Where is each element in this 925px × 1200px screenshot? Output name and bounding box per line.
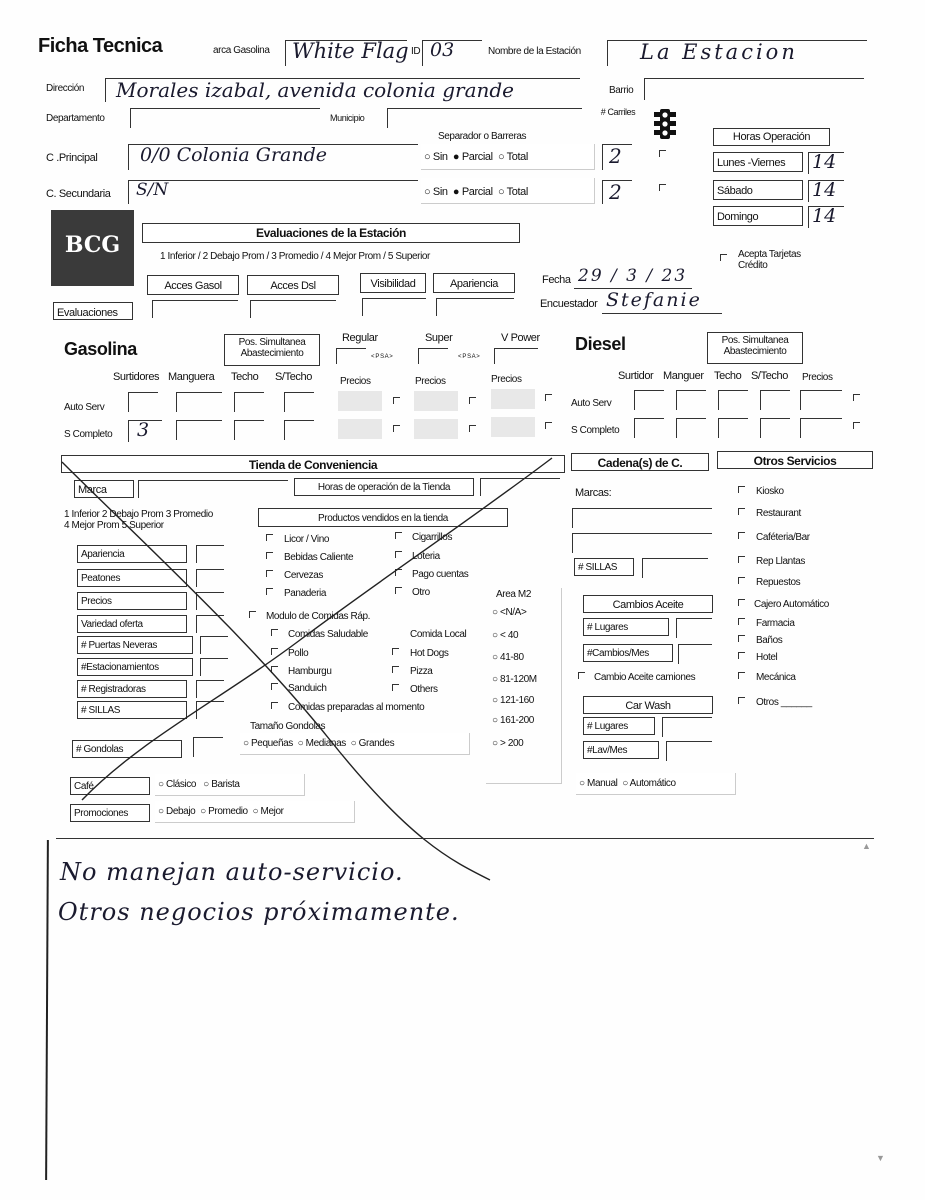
radio-grandes[interactable]: ○ Grandes (350, 738, 395, 749)
radio-parcial-secundaria[interactable]: ● Parcial (452, 186, 493, 198)
area-m2-title: Area M2 (496, 589, 531, 600)
col-apariencia: Apariencia (433, 273, 515, 293)
encuestador-line[interactable] (602, 313, 722, 314)
radio-automatico[interactable]: ○ Automático (622, 778, 676, 789)
dsl-col-manguer: Manguer (663, 370, 704, 382)
c-secundaria-value: S/N (136, 180, 169, 200)
rating-apariencia-field[interactable] (196, 545, 224, 563)
scroll-down-icon[interactable]: ▼ (876, 1153, 885, 1163)
col-acces-dsl: Acces Dsl (247, 275, 339, 295)
prod-cigarrillos: Cigarrillos (412, 532, 453, 543)
check-pollo[interactable] (271, 648, 278, 655)
cafe-options (155, 774, 305, 796)
check-rep-llantas[interactable] (738, 556, 745, 563)
gasolina-regular-label: Regular (342, 332, 378, 344)
carriles-secundaria-value: 2 (609, 180, 622, 204)
gondolas-label: # Gondolas (72, 740, 182, 758)
gas-auto-check-3[interactable] (545, 394, 552, 401)
dsl-col-stecho: S/Techo (751, 370, 788, 382)
tienda-title: Tienda de Conveniencia (61, 455, 565, 473)
tienda-horas-field[interactable] (480, 478, 560, 496)
servicio-mecanica: Mecánica (756, 672, 796, 683)
radio-area-40[interactable]: ○ < 40 (492, 630, 519, 641)
rating-peatones: Peatones (77, 569, 187, 587)
acepta-tarjetas-label: Acepta Tarjetas Crédito (738, 249, 801, 271)
comida-hamburgu: Hamburgu (288, 666, 332, 677)
estacion-label: Nombre de la Estación (488, 46, 581, 57)
comida-sanduich: Sanduich (288, 683, 327, 694)
notes-line-1: No manejan auto-servicio. (60, 858, 404, 886)
radio-area-121-160[interactable]: ○ 121-160 (492, 695, 534, 706)
gas-auto-manguera[interactable] (176, 392, 222, 412)
dsl-auto-surtidor[interactable] (634, 390, 664, 410)
regular-field[interactable] (336, 348, 366, 364)
gas-col-manguera: Manguera (168, 371, 215, 383)
page-title: Ficha Tecnica (38, 35, 163, 57)
radio-area-81-120[interactable]: ○ 81-120M (492, 674, 537, 685)
check-bebidas[interactable] (266, 552, 273, 559)
gas-col-techo: Techo (231, 371, 259, 383)
cadena-marcas-label: Marcas: (575, 487, 612, 499)
separador-secundaria (421, 178, 595, 204)
departamento-label: Departamento (46, 113, 105, 124)
notes-line-2: Otros negocios próximamente. (58, 898, 460, 926)
scroll-up-icon[interactable]: ▲ (862, 841, 871, 851)
municipio-label: Municipio (330, 113, 365, 123)
check-pago-cuentas[interactable] (395, 569, 402, 576)
cadena-sillas-label: # SILLAS (574, 558, 634, 576)
check-repuestos[interactable] (738, 577, 745, 584)
cambios-mes-label: #Cambios/Mes (583, 644, 673, 662)
gasolina-title: Gasolina (64, 339, 137, 359)
dsl-completo-surtidor[interactable] (634, 418, 664, 438)
dsl-auto-check[interactable] (853, 394, 860, 401)
id-value: 03 (430, 39, 455, 61)
cadena-sillas-field[interactable] (642, 558, 708, 578)
encuestador-label: Encuestador (540, 298, 598, 310)
barrio-label: Barrio (609, 85, 634, 96)
radio-clasico[interactable]: ○ Clásico (158, 779, 197, 790)
comidas-saludable-label: Comidas Saludable (288, 629, 368, 640)
rating-puertas-field[interactable] (200, 636, 228, 654)
fecha-label: Fecha (542, 274, 571, 286)
prod-panaderia: Panaderia (284, 588, 326, 599)
precios-label-2: Precios (415, 376, 446, 387)
barrio-field[interactable] (644, 78, 864, 100)
evaluaciones-row-label: Evaluaciones (53, 302, 133, 320)
bcg-logo: BCG (51, 210, 134, 286)
encuestador-value: Stefanie (606, 289, 702, 311)
col-visibilidad: Visibilidad (360, 273, 426, 293)
psa-label-1: < P S A > (371, 354, 393, 360)
direccion-value: Morales izabal, avenida colonia grande (116, 78, 515, 102)
check-modulo-comidas[interactable] (249, 611, 256, 618)
servicio-farmacia: Farmacia (756, 618, 795, 629)
super-field[interactable] (418, 348, 448, 364)
precios-label-1: Precios (340, 376, 371, 387)
diesel-title: Diesel (575, 334, 626, 354)
gas-col-stecho: S/Techo (275, 371, 312, 383)
dsl-auto-manguer[interactable] (676, 390, 706, 410)
horas-domingo-label: Domingo (713, 206, 803, 226)
cambio-camiones-label: Cambio Aceite camiones (594, 672, 696, 683)
prod-cervezas: Cervezas (284, 570, 324, 581)
rating-registradoras-field[interactable] (196, 680, 224, 698)
gasolina-super-label: Super (425, 332, 453, 344)
lav-mes-label: #Lav/Mes (583, 741, 659, 759)
check-sanduich[interactable] (271, 683, 278, 690)
cambios-aceite-title: Cambios Aceite (583, 595, 713, 613)
servicio-otros: Otros ______ (756, 697, 812, 708)
radio-mejor[interactable]: ○ Mejor (252, 806, 284, 817)
gas-completo-check-3[interactable] (545, 422, 552, 429)
gas-auto-serv-label: Auto Serv (64, 402, 105, 413)
rating-precios: Precios (77, 592, 187, 610)
rating-variedad-field[interactable] (196, 615, 224, 633)
horas-sabado-value: 14 (812, 179, 837, 201)
servicio-restaurant: Restaurant (756, 508, 801, 519)
cadena-title: Cadena(s) de C. (571, 453, 709, 471)
dsl-auto-stecho[interactable] (760, 390, 790, 410)
carriles-secundaria-check[interactable] (659, 184, 666, 191)
radio-sin-secundaria[interactable]: ○ Sin (424, 186, 448, 198)
check-cambio-camiones[interactable] (578, 672, 585, 679)
radio-promedio[interactable]: ○ Promedio (200, 806, 248, 817)
horas-lunes-value: 14 (812, 151, 837, 173)
servicio-kiosko: Kiosko (756, 486, 784, 497)
gasolina-pos-simultanea: Pos. Simultanea Abastecimiento (224, 334, 320, 366)
radio-area-na[interactable]: ○ <N/A> (492, 607, 527, 618)
gas-completo-surtidores-value: 3 (137, 419, 150, 441)
carwash-lugares-field[interactable] (662, 717, 712, 737)
check-hamburgu[interactable] (271, 666, 278, 673)
cambios-mes-field[interactable] (678, 644, 712, 664)
rating-estacionamientos: #Estacionamientos (77, 658, 193, 676)
prod-pago-cuentas: Pago cuentas (412, 569, 469, 580)
gas-col-surtidores: Surtidores (113, 371, 160, 383)
dsl-completo-techo[interactable] (718, 418, 748, 438)
radio-total-principal[interactable]: ○ Total (497, 151, 528, 163)
dsl-auto-serv-label: Auto Serv (571, 398, 612, 409)
check-cigarrillos[interactable] (395, 532, 402, 539)
prod-licor: Licor / Vino (284, 534, 330, 545)
dsl-auto-precio[interactable] (800, 390, 842, 410)
promociones-label: Promociones (70, 804, 150, 822)
evaluaciones-title: Evaluaciones de la Estación (142, 223, 520, 243)
rating-puertas-neveras: # Puertas Neveras (77, 636, 193, 654)
check-mecanica[interactable] (738, 672, 745, 679)
rating-peatones-field[interactable] (196, 569, 224, 587)
tamano-gondolas-options (240, 733, 470, 755)
servicio-repuestos: Repuestos (756, 577, 801, 588)
comida-hot-dogs: Hot Dogs (410, 648, 449, 659)
gas-auto-check-1[interactable] (393, 397, 400, 404)
gas-auto-precio-regular[interactable] (338, 391, 382, 411)
servicio-cafeteria: Caféteria/Bar (756, 532, 810, 543)
carwash-options (576, 773, 736, 795)
servicio-hotel: Hotel (756, 652, 778, 663)
psa-label-2: < P S A > (458, 354, 480, 360)
evaluaciones-scale: 1 Inferior / 2 Debajo Prom / 3 Promedio / 4 Mejor Prom / 5 Superior (160, 251, 430, 262)
check-comidas-saludable[interactable] (271, 629, 278, 636)
check-cajero[interactable] (738, 599, 745, 606)
direccion-label: Dirección (46, 83, 85, 94)
carriles-principal-check[interactable] (659, 150, 666, 157)
dsl-completo-check[interactable] (853, 422, 860, 429)
horas-domingo-value: 14 (812, 205, 837, 227)
cafe-label: Café (70, 777, 150, 795)
c-secundaria-field[interactable] (128, 180, 418, 204)
gas-auto-stecho[interactable] (284, 392, 314, 412)
radio-pequenas[interactable]: ○ Pequeñas (243, 738, 293, 749)
tienda-horas-label: Horas de operación de la Tienda (294, 478, 474, 496)
lav-mes-field[interactable] (666, 741, 712, 761)
comida-pizza: Pizza (410, 666, 433, 677)
check-cervezas[interactable] (266, 570, 273, 577)
gas-completo-check-1[interactable] (393, 425, 400, 432)
separador-principal (421, 144, 595, 170)
gas-auto-surtidores[interactable] (128, 392, 158, 412)
modulo-comidas-label: Modulo de Comidas Ráp. (266, 611, 371, 622)
radio-area-200[interactable]: ○ > 200 (492, 738, 524, 749)
eval-apariencia-field[interactable] (436, 298, 514, 316)
rating-precios-field[interactable] (196, 592, 224, 610)
check-comidas-preparadas[interactable] (271, 702, 278, 709)
gas-completo-precio-regular[interactable] (338, 419, 382, 439)
check-cafeteria[interactable] (738, 532, 745, 539)
dsl-s-completo-label: S Completo (571, 425, 620, 436)
check-hot-dogs[interactable] (392, 648, 399, 655)
c-principal-label: C .Principal (46, 152, 98, 164)
radio-area-41-80[interactable]: ○ 41-80 (492, 652, 524, 663)
dsl-auto-techo[interactable] (718, 390, 748, 410)
diesel-pos-simultanea: Pos. Simultanea Abastecimiento (707, 332, 803, 364)
radio-debajo[interactable]: ○ Debajo (158, 806, 196, 817)
check-loteria[interactable] (395, 551, 402, 558)
marca-label: arca Gasolina (213, 45, 270, 56)
eval-acces-dsl-field[interactable] (250, 300, 336, 318)
prod-bebidas: Bebidas Caliente (284, 552, 354, 563)
dsl-col-precios: Precios (802, 372, 833, 383)
gas-auto-precio-vpower[interactable] (491, 389, 535, 409)
col-acces-gasol: Acces Gasol (147, 275, 239, 295)
cambios-lugares-field[interactable] (676, 618, 712, 638)
tienda-scale-1: 1 Inferior 2 Debajo Prom 3 Promedio (64, 509, 213, 520)
gas-completo-techo[interactable] (234, 420, 264, 440)
rating-apariencia: Apariencia (77, 545, 187, 563)
gas-completo-manguera[interactable] (176, 420, 222, 440)
gondolas-field[interactable] (193, 737, 223, 757)
gas-s-completo-label: S Completo (64, 429, 113, 440)
gas-auto-check-2[interactable] (469, 397, 476, 404)
marca-value: White Flag (292, 39, 409, 63)
separador-label: Separador o Barreras (438, 131, 527, 142)
productos-title: Productos vendidos en la tienda (258, 508, 508, 527)
radio-medianas[interactable]: ○ Medianas (297, 738, 346, 749)
carriles-label: # Carriles (600, 107, 636, 117)
comida-pollo: Pollo (288, 648, 309, 659)
vpower-field[interactable] (494, 348, 538, 364)
radio-parcial-principal[interactable]: ● Parcial (452, 151, 493, 163)
gas-auto-techo[interactable] (234, 392, 264, 412)
dsl-col-techo: Techo (714, 370, 742, 382)
dsl-col-surtidor: Surtidor (618, 370, 654, 382)
estacion-value: La Estacion (640, 40, 798, 64)
fecha-value: 29 / 3 / 23 (578, 266, 688, 286)
tienda-scale-2: 4 Mejor Prom 5 Superior (64, 520, 164, 531)
comidas-preparadas-label: Comidas preparadas al momento (288, 702, 425, 713)
notes-top-line (56, 838, 874, 839)
radio-manual[interactable]: ○ Manual (579, 778, 618, 789)
check-otro[interactable] (395, 587, 402, 594)
rating-sillas-field[interactable] (196, 701, 224, 719)
tienda-marca-label: Marca (74, 480, 134, 498)
otros-servicios-title: Otros Servicios (717, 451, 873, 469)
gas-completo-check-2[interactable] (469, 425, 476, 432)
gas-auto-precio-super[interactable] (414, 391, 458, 411)
departamento-field[interactable] (130, 108, 320, 128)
gas-completo-stecho[interactable] (284, 420, 314, 440)
radio-sin-principal[interactable]: ○ Sin (424, 151, 448, 163)
gas-completo-precio-super[interactable] (414, 419, 458, 439)
dsl-completo-manguer[interactable] (676, 418, 706, 438)
precios-label-3: Precios (491, 374, 522, 385)
prod-otro: Otro (412, 587, 430, 598)
municipio-field[interactable] (387, 108, 582, 128)
horas-operacion-title: Horas Operación (713, 128, 830, 146)
traffic-light-icon (652, 108, 678, 140)
comida-others: Others (410, 684, 438, 695)
carwash-lugares-label: # Lugares (583, 717, 655, 735)
check-kiosko[interactable] (738, 486, 745, 493)
c-principal-value: 0/0 Colonia Grande (140, 144, 328, 166)
gas-completo-precio-vpower[interactable] (491, 417, 535, 437)
promo-options (155, 801, 355, 823)
tienda-marca-field[interactable] (138, 480, 288, 498)
radio-area-161-200[interactable]: ○ 161-200 (492, 715, 534, 726)
servicio-banos: Baños (756, 635, 783, 646)
check-panaderia[interactable] (266, 588, 273, 595)
cambios-lugares-label: # Lugares (583, 618, 669, 636)
eval-acces-gasol-field[interactable] (152, 300, 238, 318)
horas-lunes-label: Lunes -Viernes (713, 152, 803, 172)
carriles-principal-value: 2 (609, 144, 622, 168)
id-label: ID (411, 46, 421, 57)
cadena-marca-field-1[interactable] (572, 508, 712, 528)
servicio-cajero: Cajero Automático (754, 599, 829, 610)
gasolina-vpower-label: V Power (501, 332, 540, 344)
dsl-completo-stecho[interactable] (760, 418, 790, 438)
eval-visibilidad-field[interactable] (362, 298, 426, 316)
horas-sabado-label: Sábado (713, 180, 803, 200)
check-otros[interactable] (738, 697, 745, 704)
comida-local-label: Comida Local (410, 629, 467, 640)
tamano-gondolas-label: Tamaño Gondolas (250, 721, 326, 732)
rating-registradoras: # Registradoras (77, 680, 187, 698)
notes-left-margin (45, 840, 49, 1180)
check-restaurant[interactable] (738, 508, 745, 515)
cadena-marca-field-2[interactable] (572, 533, 712, 553)
rating-estacionamientos-field[interactable] (200, 658, 228, 676)
rating-variedad: Variedad oferta (77, 615, 187, 633)
acepta-tarjetas-check[interactable] (720, 254, 727, 261)
rating-sillas: # SILLAS (77, 701, 187, 719)
check-farmacia[interactable] (738, 618, 745, 625)
prod-loteria: Loteria (412, 551, 440, 562)
radio-barista[interactable]: ○ Barista (203, 779, 240, 790)
servicio-rep-llantas: Rep Llantas (756, 556, 805, 567)
check-licor[interactable] (266, 534, 273, 541)
c-secundaria-label: C. Secundaria (46, 188, 111, 200)
check-banos[interactable] (738, 635, 745, 642)
dsl-completo-precio[interactable] (800, 418, 842, 438)
check-others[interactable] (392, 684, 399, 691)
car-wash-title: Car Wash (583, 696, 713, 714)
check-hotel[interactable] (738, 652, 745, 659)
check-pizza[interactable] (392, 666, 399, 673)
radio-total-secundaria[interactable]: ○ Total (497, 186, 528, 198)
